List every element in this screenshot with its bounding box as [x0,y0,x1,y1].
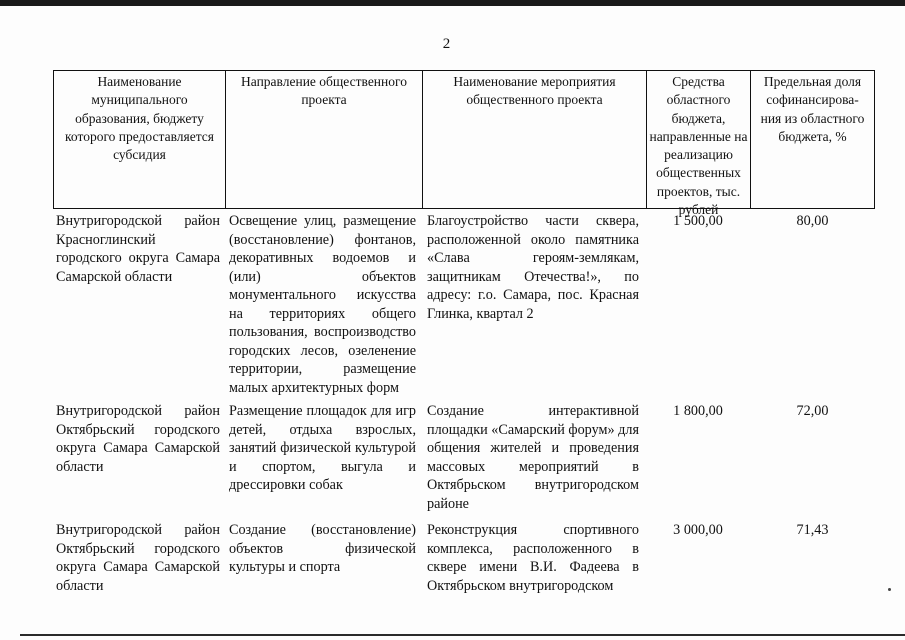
header-share: Предельная доля софинансирова-ния из областного бюджета, % [750,70,875,209]
row3-event: Реконструкция спортивного комплекса, расположенного в сквере имени В.И. Фадеева в Октябрьском внутригородском [427,522,639,594]
page-number: 2 [442,36,451,52]
row3-direction: Создание (восстановление) объектов физической культуры и спорта [229,522,416,575]
header-municipality: Наименование муниципального образования, бюджету которого предоставляется субсидия [53,70,225,209]
scan-speck [888,588,891,591]
row1-event: Благоустройство части сквера, расположенной около памятника «Слава героям-землякам, защитникам Отечества!», по адресу: г.о. Самара, пос. Красная Глинка, квартал 2 [427,213,639,322]
row2-share: 72,00 [796,403,829,419]
row2-funds: 1 800,00 [673,403,723,419]
row3-funds: 3 000,00 [673,522,723,538]
row1-municipality: Внутригородской район Красноглинский городского округа Самара Самарской области [56,213,220,285]
row1-share: 80,00 [796,213,829,229]
row3-share: 71,43 [796,522,829,538]
page-top-border [0,0,905,6]
row2-municipality: Внутригородской район Октябрьский городского округа Самара Самарской области [56,403,220,475]
row1-direction: Освещение улиц, размещение (восстановление) фонтанов, декоративных водоемов и (или) объектов монументального искусства на территориях общего пользования, воспроизводство городских лесов, озеленение территории, размещение малых архитектурных форм [229,213,416,396]
header-event: Наименование мероприятия общественного проекта [422,70,646,209]
row2-direction: Размещение площадок для игр детей, отдыха взрослых, занятий физической культурой и спортом, выгула и дрессировки собак [229,403,416,493]
row3-municipality: Внутригородской район Октябрьский городского округа Самара Самарской области [56,522,220,594]
header-direction: Направление общественного проекта [225,70,422,209]
page-bottom-border [20,634,905,636]
row1-funds: 1 500,00 [673,213,723,229]
row2-event: Создание интерактивной площадки «Самарский форум» для общения жителей и проведения массовых мероприятий в Октябрьском внутригородском районе [427,403,639,512]
header-funds: Средства областного бюджета, направленные на реализацию общественных проектов, тыс. рублей [646,70,750,209]
